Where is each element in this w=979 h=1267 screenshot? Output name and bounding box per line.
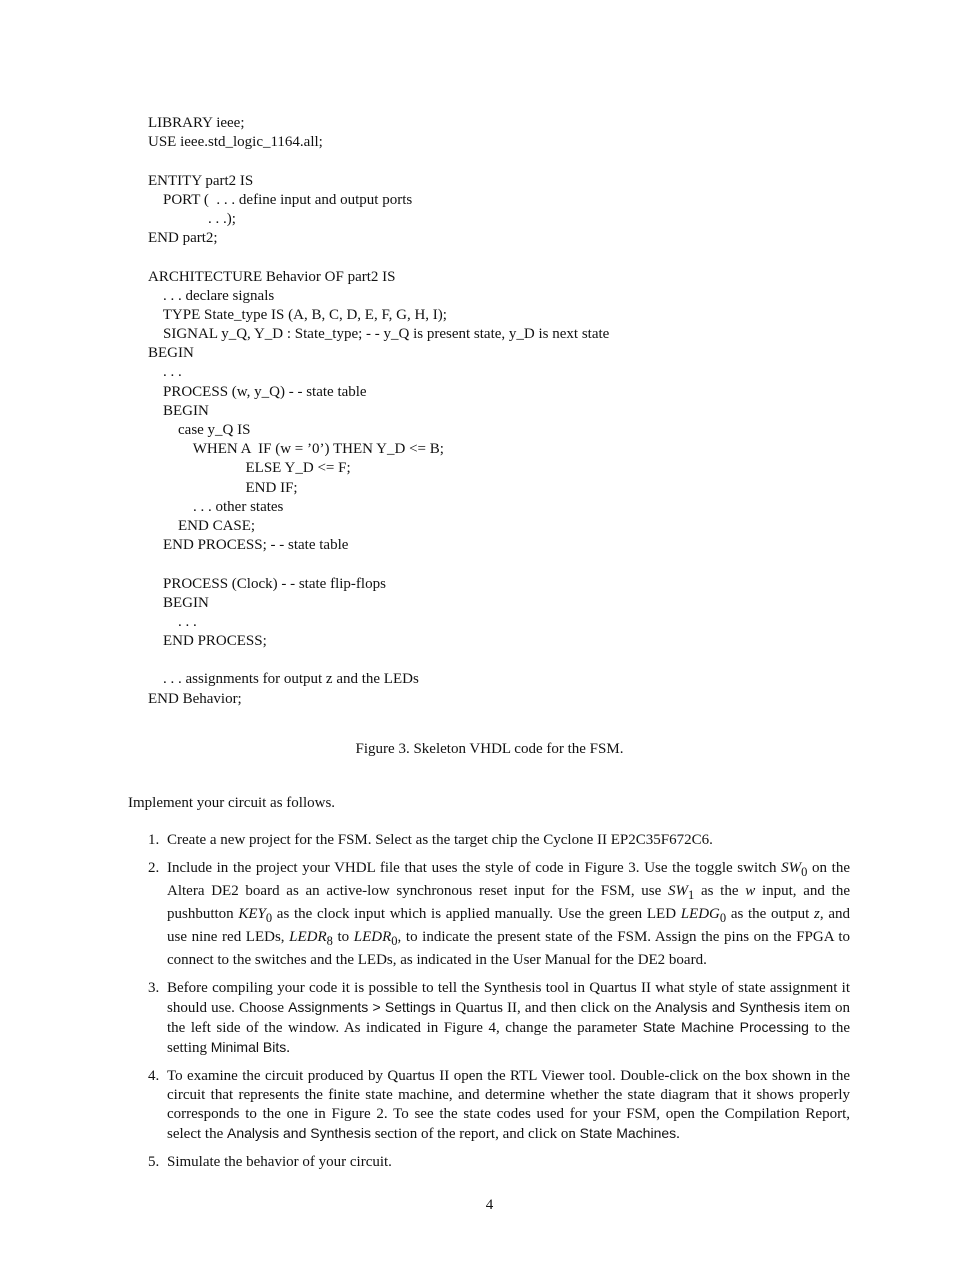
step-text: on the Altera DE2 board as an active-low synchronous reset input for the FSM, use [167,860,850,899]
step-text: Before compiling your code it is possible to tell the Synthesis tool in Quartus II what style of state assignment it should use. Choose [167,980,850,1016]
code-line: END PROCESS; [148,633,267,650]
subscript: 0 [391,934,398,948]
step-text: . [676,1126,680,1142]
code-line: LIBRARY ieee; [148,115,245,131]
code-line: END IF; [148,479,298,496]
code-line: . . . assignments for output z and the LEDs [148,671,419,688]
code-line: END PROCESS; - - state table [148,537,349,554]
subscript: 0 [719,911,727,925]
step-text: as the clock input which is applied manually. Use the green LED [272,906,681,922]
parameter-state-machine-processing: State Machine Processing [642,1019,809,1035]
step-4 [148,1067,850,1144]
report-section-analysis-synthesis: Analysis and Synthesis [226,1125,371,1141]
step-3 [148,979,850,1058]
code-line: TYPE State_type IS (A, B, C, D, E, F, G, H, I); [148,306,447,323]
step-text: to the setting [167,1020,851,1056]
step-number: 5. [148,1154,160,1170]
code-line: ARCHITECTURE Behavior OF part2 IS [148,268,396,285]
code-line: ENTITY part2 IS [148,172,254,189]
variable-ledr0: LEDR [353,929,392,945]
figure-caption: Figure 3. Skeleton VHDL code for the FSM. [355,741,624,757]
step-2 [148,859,850,970]
step-text: as the [694,883,746,899]
code-line: PORT ( . . . define input and output ports [148,191,413,208]
step-text: as the output [726,906,815,922]
subscript: 0 [265,911,273,925]
code-line: SIGNAL y_Q, Y_D : State_type; - - y_Q is present state, y_D is next state [148,326,610,343]
step-5 [148,1153,850,1172]
code-line: . . . [148,364,182,381]
page-number: 4 [485,1197,494,1213]
step-1 [148,831,850,850]
step-text: input, and the pushbutton [167,883,850,922]
code-line [148,248,609,267]
step-text: to [332,929,354,945]
code-line: case y_Q IS [148,422,251,438]
variable-ledg0: LEDG [680,906,720,922]
step-text: Simulate the behavior of your circuit. [167,1154,392,1170]
code-line: . . . [148,613,197,630]
step-number: 3. [148,980,160,996]
step-text: item on the left side of the window. As indicated in Figure 4, change the parameter [167,1000,850,1036]
code-line: BEGIN [148,402,209,419]
code-line [148,651,609,670]
code-line [148,555,609,574]
code-line [148,152,609,171]
subscript: 8 [326,934,333,948]
menu-path-assignments-settings: Assignments > Settings [288,999,436,1015]
setting-minimal-bits: Minimal Bits [210,1039,287,1055]
step-number: 1. [148,832,160,848]
menu-item-analysis-synthesis: Analysis and Synthesis [655,999,801,1015]
vhdl-code-listing [148,114,609,709]
code-line: PROCESS (Clock) - - state flip-flops [148,575,386,592]
subscript: 1 [688,888,695,902]
intro-paragraph: Implement your circuit as follows. [128,795,336,811]
code-line: ELSE Y_D <= F; [148,460,351,477]
variable-w: w [745,883,756,899]
step-text: . [286,1040,290,1056]
step-number: 4. [148,1068,160,1084]
step-text: Create a new project for the FSM. Select as the target chip the Cyclone II EP2C35F672C6. [167,832,713,848]
code-line: USE ieee.std_logic_1164.all; [148,134,323,151]
step-number: 2. [148,860,160,876]
variable-sw0: SW [781,860,802,876]
code-line: BEGIN [148,594,209,611]
step-text: To examine the circuit produced by Quartus II open the RTL Viewer tool. Double-click on the box shown in the circuit that represents the finite state machine, and determine whether the state diagram that it shows properly corresponds to the one in Figure 2. To see the state codes used for your FSM, open the Compilation Report, select the [167,1068,850,1142]
code-line: END CASE; [148,517,256,534]
code-line: END Behavior; [148,690,242,707]
instruction-steps [148,831,850,1181]
step-text: in Quartus II, and then click on the [435,1000,656,1016]
step-text: , and use nine red LEDs, [167,906,850,945]
variable-key0: KEY [238,906,266,922]
code-line: WHEN A IF (w = ’0’) THEN Y_D <= B; [148,441,444,458]
code-line: BEGIN [148,345,194,362]
report-item-state-machines: State Machines [579,1125,677,1141]
code-line: . . . declare signals [148,287,275,304]
variable-z: z [814,906,820,922]
code-line: PROCESS (w, y_Q) - - state table [148,383,367,400]
step-text: , to indicate the present state of the FSM. Assign the pins on the FPGA to connect to the switches and the LEDs, as indicated in the User Manual for the DE2 board. [167,929,850,968]
step-text: section of the report, and click on [370,1126,580,1142]
variable-ledr8: LEDR [289,929,327,945]
code-line: . . .); [148,210,236,227]
code-line: END part2; [148,230,218,247]
step-text: Include in the project your VHDL file that uses the style of code in Figure 3. Use the toggle switch [167,860,782,876]
variable-sw1: SW [668,883,688,899]
code-line: . . . other states [148,498,284,515]
subscript: 0 [801,865,808,879]
